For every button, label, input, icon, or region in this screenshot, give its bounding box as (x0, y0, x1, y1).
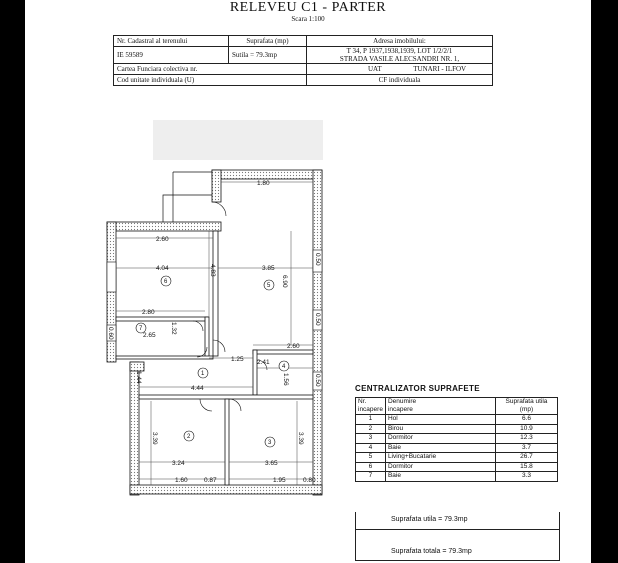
table-row (356, 453, 558, 463)
dim-label: 1.56 (282, 373, 289, 386)
dim-label: 1.80 (257, 180, 270, 187)
address-line-1: T 34, P 1937,1938,1939, LOT 1/2/2/1 (346, 47, 453, 55)
summary-header-area (495, 398, 557, 415)
dim-label: 3.39 (297, 432, 304, 445)
dim-label: 4.83 (209, 264, 216, 277)
total-area-text: Suprafata totala = 79.3mp (391, 548, 472, 555)
scale-label: Scara 1:100 (291, 15, 325, 23)
dim-label: 1.44 (135, 371, 142, 384)
room-area: 10.9 (495, 424, 557, 434)
dim-label: 2.65 (143, 332, 156, 339)
cod-label: Cod unitate individuala (U) (114, 75, 307, 86)
dim-label: 4.04 (156, 265, 169, 272)
dim-label: 3.85 (262, 265, 275, 272)
uat-label: UAT (368, 64, 382, 73)
room-nr: 1 (356, 415, 386, 425)
room-number: 4 (282, 364, 286, 370)
room-area: 12.3 (495, 434, 557, 444)
dim-label: 0.50 (314, 313, 321, 326)
table-row (356, 462, 558, 472)
address-header: Adresa imobilului: (307, 36, 493, 47)
room-number: 6 (164, 279, 168, 285)
dim-label: 3.39 (151, 432, 158, 445)
room-area: 26.7 (495, 453, 557, 463)
dim-label: 4.44 (191, 385, 204, 392)
dim-label: 0.50 (314, 374, 321, 387)
useful-area-text: Suprafata utila = 79.3mp (391, 516, 468, 523)
scan-shadow (153, 120, 323, 160)
dim-label: 1.25 (231, 356, 244, 363)
cf-value: CF individuala (307, 75, 493, 86)
address-line-2: STRADA VASILE ALECSANDRI NR. 1, (339, 55, 460, 63)
summary-header-name (385, 398, 495, 415)
room-nr: 2 (356, 424, 386, 434)
room-nr: 7 (356, 472, 386, 482)
dim-label: 6.90 (281, 275, 288, 288)
dim-label: 2.41 (257, 359, 270, 366)
room-name: Living+Bucatarie (385, 453, 495, 463)
document-title: RELEVEU C1 - PARTER (229, 0, 387, 15)
summary-header-area-line1: Suprafata utila (505, 398, 548, 405)
total-area-box (355, 529, 560, 561)
summary-header-nr-line1: Nr. (358, 398, 367, 405)
dim-label: 1.60 (175, 477, 188, 484)
dim-label: 1.32 (170, 322, 177, 335)
summary-table (355, 397, 558, 482)
dim-label: 0.60 (107, 327, 114, 340)
room-name: Baie (385, 472, 495, 482)
useful-area-total (355, 512, 560, 530)
summary-header-nr-line2: incapere (358, 406, 383, 413)
uat-value: TUNARI - ILFOV (413, 64, 467, 73)
summary-header-nr (356, 398, 386, 415)
room-name: Baie (385, 443, 495, 453)
table-row (356, 424, 558, 434)
cadastral-number: IE 59589 (114, 47, 229, 64)
room-nr: 5 (356, 453, 386, 463)
room-number: 1 (201, 371, 205, 377)
room-number: 3 (268, 440, 272, 446)
dim-label: 2.60 (287, 343, 300, 350)
table-row (356, 434, 558, 444)
dim-label: 1.95 (273, 477, 286, 484)
dim-label: 2.80 (142, 309, 155, 316)
room-area: 6.6 (495, 415, 557, 425)
table-row (356, 443, 558, 453)
room-name: Dormitor (385, 434, 495, 444)
room-number: 5 (267, 283, 271, 289)
room-nr: 6 (356, 462, 386, 472)
summary-title: CENTRALIZATOR SUPRAFETE (355, 384, 480, 393)
room-name: Dormitor (385, 462, 495, 472)
porch-lines (163, 172, 212, 222)
cf-label: Cartea Funciara colectiva nr. (114, 64, 307, 75)
room-nr: 3 (356, 434, 386, 444)
room-number: 7 (139, 326, 143, 332)
dim-label: 0.50 (314, 253, 321, 266)
room-area: 3.7 (495, 443, 557, 453)
summary-header-name-line1: Denumire (387, 398, 417, 405)
surface-value: Sutila = 79.3mp (229, 47, 307, 64)
room-nr: 4 (356, 443, 386, 453)
summary-header-name-line2: incapere (387, 406, 413, 413)
dim-label: 0.80 (303, 477, 316, 484)
cadastral-header: Nr. Cadastral al terenului (114, 36, 229, 47)
dim-label: 3.24 (172, 460, 185, 467)
table-row (356, 415, 558, 425)
document-sheet (25, 0, 591, 563)
room-area: 15.8 (495, 462, 557, 472)
room-name: Hol (385, 415, 495, 425)
surface-header: Suprafata (mp) (229, 36, 307, 47)
room-number: 2 (187, 434, 191, 440)
dim-label: 3.65 (265, 460, 278, 467)
room-name: Birou (385, 424, 495, 434)
dim-label: 2.60 (156, 236, 169, 243)
summary-header-area-line2: (mp) (519, 406, 534, 413)
table-row (356, 472, 558, 482)
dim-label: 0.87 (204, 477, 217, 484)
room-area: 3.3 (495, 472, 557, 482)
